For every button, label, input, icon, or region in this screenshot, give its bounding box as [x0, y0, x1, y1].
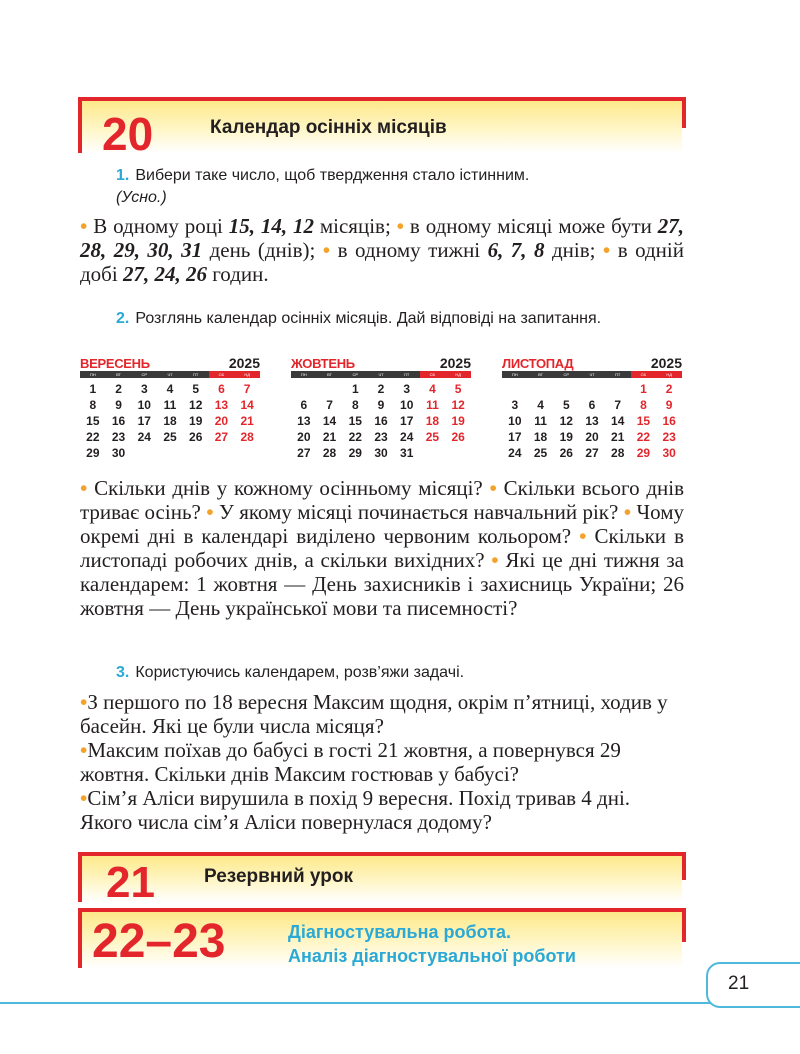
calendar-october	[291, 355, 471, 461]
calendar-day: 25	[163, 430, 177, 444]
calendar-month: ВЕРЕСЕНЬ	[80, 356, 150, 371]
task-text: Користуючись календарем, розв’яжи задачі.	[135, 664, 465, 681]
calendar-day: 7	[243, 382, 251, 396]
weekday-label: ЧТ	[579, 371, 605, 378]
calendar-day: 11	[163, 398, 177, 412]
calendar-day: 19	[451, 414, 465, 428]
weekday-label: ВТ	[528, 371, 554, 378]
calendar-day: 8	[640, 398, 647, 412]
task-3-prompt	[116, 662, 686, 684]
calendar-day: 3	[403, 382, 411, 396]
calendar-day: 18	[533, 430, 548, 444]
bullet-icon: •	[491, 548, 499, 572]
bullet-icon: •	[206, 500, 214, 524]
bullet-icon: •	[396, 214, 405, 238]
bullet-icon: •	[489, 476, 497, 500]
bullet-icon: •	[602, 238, 611, 262]
calendar-day: 20	[297, 430, 311, 444]
lesson-number: 21	[106, 858, 155, 907]
calendar-day: 1	[89, 382, 97, 396]
calendar-day: 9	[377, 398, 385, 412]
lesson-title: Резервний урок	[204, 866, 353, 887]
statement-text: день (днів);	[202, 238, 323, 262]
lesson-number: 22–23	[92, 915, 226, 968]
calendar-day: 11	[426, 398, 439, 412]
calendar-day: 15	[86, 414, 100, 428]
task-1-body	[80, 214, 684, 286]
calendar-day: 26	[189, 430, 203, 444]
number-choice: 27, 28, 29, 30, 31	[80, 214, 685, 262]
bullet-icon: •	[579, 524, 587, 548]
statement-text: днів;	[544, 238, 603, 262]
bullet-icon: •	[80, 476, 88, 500]
calendar-day: 9	[665, 398, 673, 412]
footer-line	[0, 1002, 800, 1004]
empty-cell	[502, 382, 528, 397]
statement-text: в одному місяці може бути	[404, 214, 658, 238]
calendar-day: 9	[115, 398, 122, 412]
lesson-title-line2: Аналіз діагностувальної роботи	[288, 946, 576, 966]
calendar-day: 6	[588, 398, 596, 412]
calendar-day: 24	[508, 446, 522, 460]
calendar-day: 12	[189, 398, 203, 412]
calendar-day: 8	[351, 398, 359, 412]
weekday-row	[291, 371, 471, 378]
lesson-21-header	[78, 852, 682, 907]
calendar-day: 29	[636, 446, 651, 460]
weekday-label: ПН	[502, 371, 528, 378]
calendar-day: 4	[537, 398, 544, 412]
calendar-day: 1	[351, 382, 359, 396]
empty-cell	[605, 382, 631, 397]
weekday-label: СБ	[209, 371, 235, 378]
calendar-day: 27	[585, 446, 599, 460]
calendar-day: 24	[137, 430, 151, 444]
calendar-day: 6	[218, 382, 225, 396]
calendar-day: 7	[326, 398, 333, 412]
calendar-day: 16	[374, 414, 388, 428]
calendar-day: 17	[137, 414, 151, 428]
problem-item: •Сім’я Аліси вирушила в похід 9 вересня. Похід тривав 4 дні. Якого числа сім’я Аліси повернулася додому?	[80, 786, 631, 834]
calendar-day: 25	[533, 446, 548, 460]
empty-cell	[579, 382, 605, 397]
question-text: Чому окремі дні в календарі виділено червоним кольором?	[80, 500, 684, 548]
calendar-day: 3	[511, 398, 519, 412]
calendar-day: 31	[400, 446, 414, 460]
statement-text: місяців;	[313, 214, 397, 238]
task-note: (Усно.)	[116, 189, 167, 206]
calendar-day: 8	[89, 398, 97, 412]
calendar-day: 30	[662, 446, 676, 460]
weekday-label: ПН	[291, 371, 317, 378]
calendar-day: 15	[348, 414, 362, 428]
bullet-icon: •	[623, 500, 632, 524]
calendar-day: 27	[297, 446, 311, 460]
calendar-day: 2	[665, 382, 673, 396]
weekday-row	[502, 371, 682, 378]
number-choice: 15, 14, 12	[228, 214, 314, 238]
calendar-day: 12	[559, 414, 573, 428]
calendar-day: 22	[86, 430, 100, 444]
calendar-day: 26	[559, 446, 573, 460]
calendar-day: 17	[508, 430, 522, 444]
calendar-day: 28	[240, 430, 254, 444]
calendar-days	[502, 382, 682, 461]
bullet-icon: •	[322, 238, 331, 262]
calendar-day: 22	[636, 430, 651, 444]
calendar-day: 11	[534, 414, 547, 428]
lesson-number: 20	[102, 108, 154, 160]
calendar-day: 21	[611, 430, 625, 444]
calendar-day: 17	[400, 414, 414, 428]
calendar-day: 21	[322, 430, 337, 444]
calendar-day: 21	[240, 414, 254, 428]
question-text: Скільки всього днів триває осінь?	[80, 476, 684, 524]
calendar-day: 2	[377, 382, 385, 396]
calendar-september	[80, 355, 260, 461]
calendar-day: 4	[166, 382, 174, 396]
statement-text: в одній добі	[80, 238, 684, 286]
calendar-day: 18	[163, 414, 177, 428]
task-2-prompt	[116, 308, 686, 330]
calendar-day: 7	[614, 398, 622, 412]
calendar-day: 16	[662, 414, 676, 428]
calendar-day: 6	[300, 398, 308, 412]
task-3-body	[80, 690, 684, 834]
statement-text: В одному році	[87, 214, 229, 238]
calendar-day: 27	[214, 430, 229, 444]
calendar-day: 10	[137, 398, 151, 412]
weekday-label: НД	[656, 371, 682, 378]
calendar-day: 23	[662, 430, 676, 444]
empty-cell	[528, 382, 554, 397]
weekday-label: ЧТ	[368, 371, 394, 378]
weekday-label: НД	[234, 371, 260, 378]
weekday-label: ПТ	[605, 371, 631, 378]
calendar-day: 5	[562, 398, 570, 412]
calendar-day: 19	[559, 430, 573, 444]
empty-cell	[291, 382, 317, 397]
calendar-day: 20	[585, 430, 599, 444]
weekday-label: СБ	[631, 371, 657, 378]
calendar-day: 28	[322, 446, 337, 460]
calendar-day: 25	[425, 430, 440, 444]
calendar-day: 3	[140, 382, 148, 396]
calendar-day: 14	[611, 414, 625, 428]
calendar-day: 12	[451, 398, 465, 412]
calendar-day: 26	[451, 430, 465, 444]
calendar-day: 30	[374, 446, 388, 460]
calendar-day: 5	[192, 382, 200, 396]
weekday-label: ВТ	[317, 371, 343, 378]
calendar-year: 2025	[228, 355, 260, 371]
task-text: Розглянь календар осінніх місяців. Дай відповіді на запитання.	[135, 310, 602, 327]
bullet-icon: •	[80, 214, 88, 238]
weekday-label: ПТ	[183, 371, 209, 378]
task-text: Вибери таке число, щоб твердження стало істинним.	[135, 167, 530, 184]
calendar-day: 14	[322, 414, 337, 428]
calendar-day: 13	[214, 398, 229, 412]
weekday-label: СР	[553, 371, 579, 378]
calendar-day: 29	[86, 446, 100, 460]
empty-cell	[553, 382, 579, 397]
calendar-month: ЛИСТОПАД	[502, 356, 574, 371]
calendar-day: 20	[214, 414, 229, 428]
page-number: 21	[728, 973, 750, 994]
problem-item: •З першого по 18 вересня Максим щодня, окрім п’ятниці, ходив у басейн. Які це були числа місяця?	[80, 690, 668, 738]
calendar-month: ЖОВТЕНЬ	[291, 356, 355, 371]
weekday-label: ЧТ	[157, 371, 183, 378]
calendar-day: 24	[400, 430, 414, 444]
problem-item: •Максим поїхав до бабусі в гості 21 жовтня, а повернувся 29 жовтня. Скільки днів Максим гостював у бабусі?	[80, 738, 621, 786]
page-number-tab	[706, 962, 800, 1008]
calendar-day: 13	[585, 414, 599, 428]
statement-text: годин.	[206, 262, 269, 286]
task-1-prompt	[116, 165, 686, 209]
calendar-days	[80, 382, 260, 461]
lesson-20-header	[78, 97, 682, 160]
calendar-day: 4	[429, 382, 436, 396]
lesson-22-23-header	[78, 908, 682, 968]
question-text: У якому місяці починається навчальний рік?	[213, 500, 624, 524]
weekday-label: ПН	[80, 371, 106, 378]
number-choice: 6, 7, 8	[487, 238, 545, 262]
calendar-day: 18	[425, 414, 440, 428]
calendar-day: 22	[348, 430, 362, 444]
question-text: Які це дні тижня за календарем: 1 жовтня — День захисників і захисниць України; 26 жовтня — День української мови та писемності?	[80, 548, 684, 620]
lesson-title-line1: Діагностувальна робота.	[288, 922, 511, 942]
weekday-label: СБ	[420, 371, 446, 378]
question-text: Скільки днів у кожному осінньому місяці?	[87, 476, 490, 500]
task-2-body	[80, 476, 684, 620]
calendar-day: 30	[111, 446, 126, 460]
weekday-label: ПТ	[394, 371, 420, 378]
calendar-year: 2025	[650, 355, 682, 371]
calendar-day: 2	[115, 382, 122, 396]
number-choice: 27, 24, 26	[122, 262, 207, 286]
weekday-label: СР	[342, 371, 368, 378]
calendar-day: 10	[400, 398, 414, 412]
task-number: 2.	[116, 310, 130, 327]
calendar-november	[502, 355, 682, 461]
calendar-days	[291, 382, 471, 461]
calendar-day: 13	[297, 414, 311, 428]
calendar-day: 23	[111, 430, 126, 444]
calendar-year: 2025	[439, 355, 471, 371]
calendar-day: 29	[348, 446, 362, 460]
weekday-label: СР	[131, 371, 157, 378]
task-number: 3.	[116, 664, 130, 681]
weekday-label: НД	[445, 371, 471, 378]
calendar-day: 23	[374, 430, 388, 444]
weekday-label: ВТ	[106, 371, 132, 378]
calendar-day: 16	[111, 414, 126, 428]
task-number: 1.	[116, 167, 130, 184]
calendar-day: 28	[611, 446, 625, 460]
question-text: Скільки в листопаді робочих днів, а скільки вихідних?	[80, 524, 684, 572]
statement-text: в одному тижні	[330, 238, 488, 262]
calendar-day: 14	[240, 398, 254, 412]
empty-cell	[317, 382, 343, 397]
calendar-day: 10	[508, 414, 522, 428]
calendar-day: 19	[189, 414, 203, 428]
lesson-title: Календар осінніх місяців	[210, 117, 447, 138]
calendar-day: 5	[454, 382, 462, 396]
calendar-day: 15	[636, 414, 651, 428]
weekday-row	[80, 371, 260, 378]
calendar-day: 1	[640, 382, 647, 396]
